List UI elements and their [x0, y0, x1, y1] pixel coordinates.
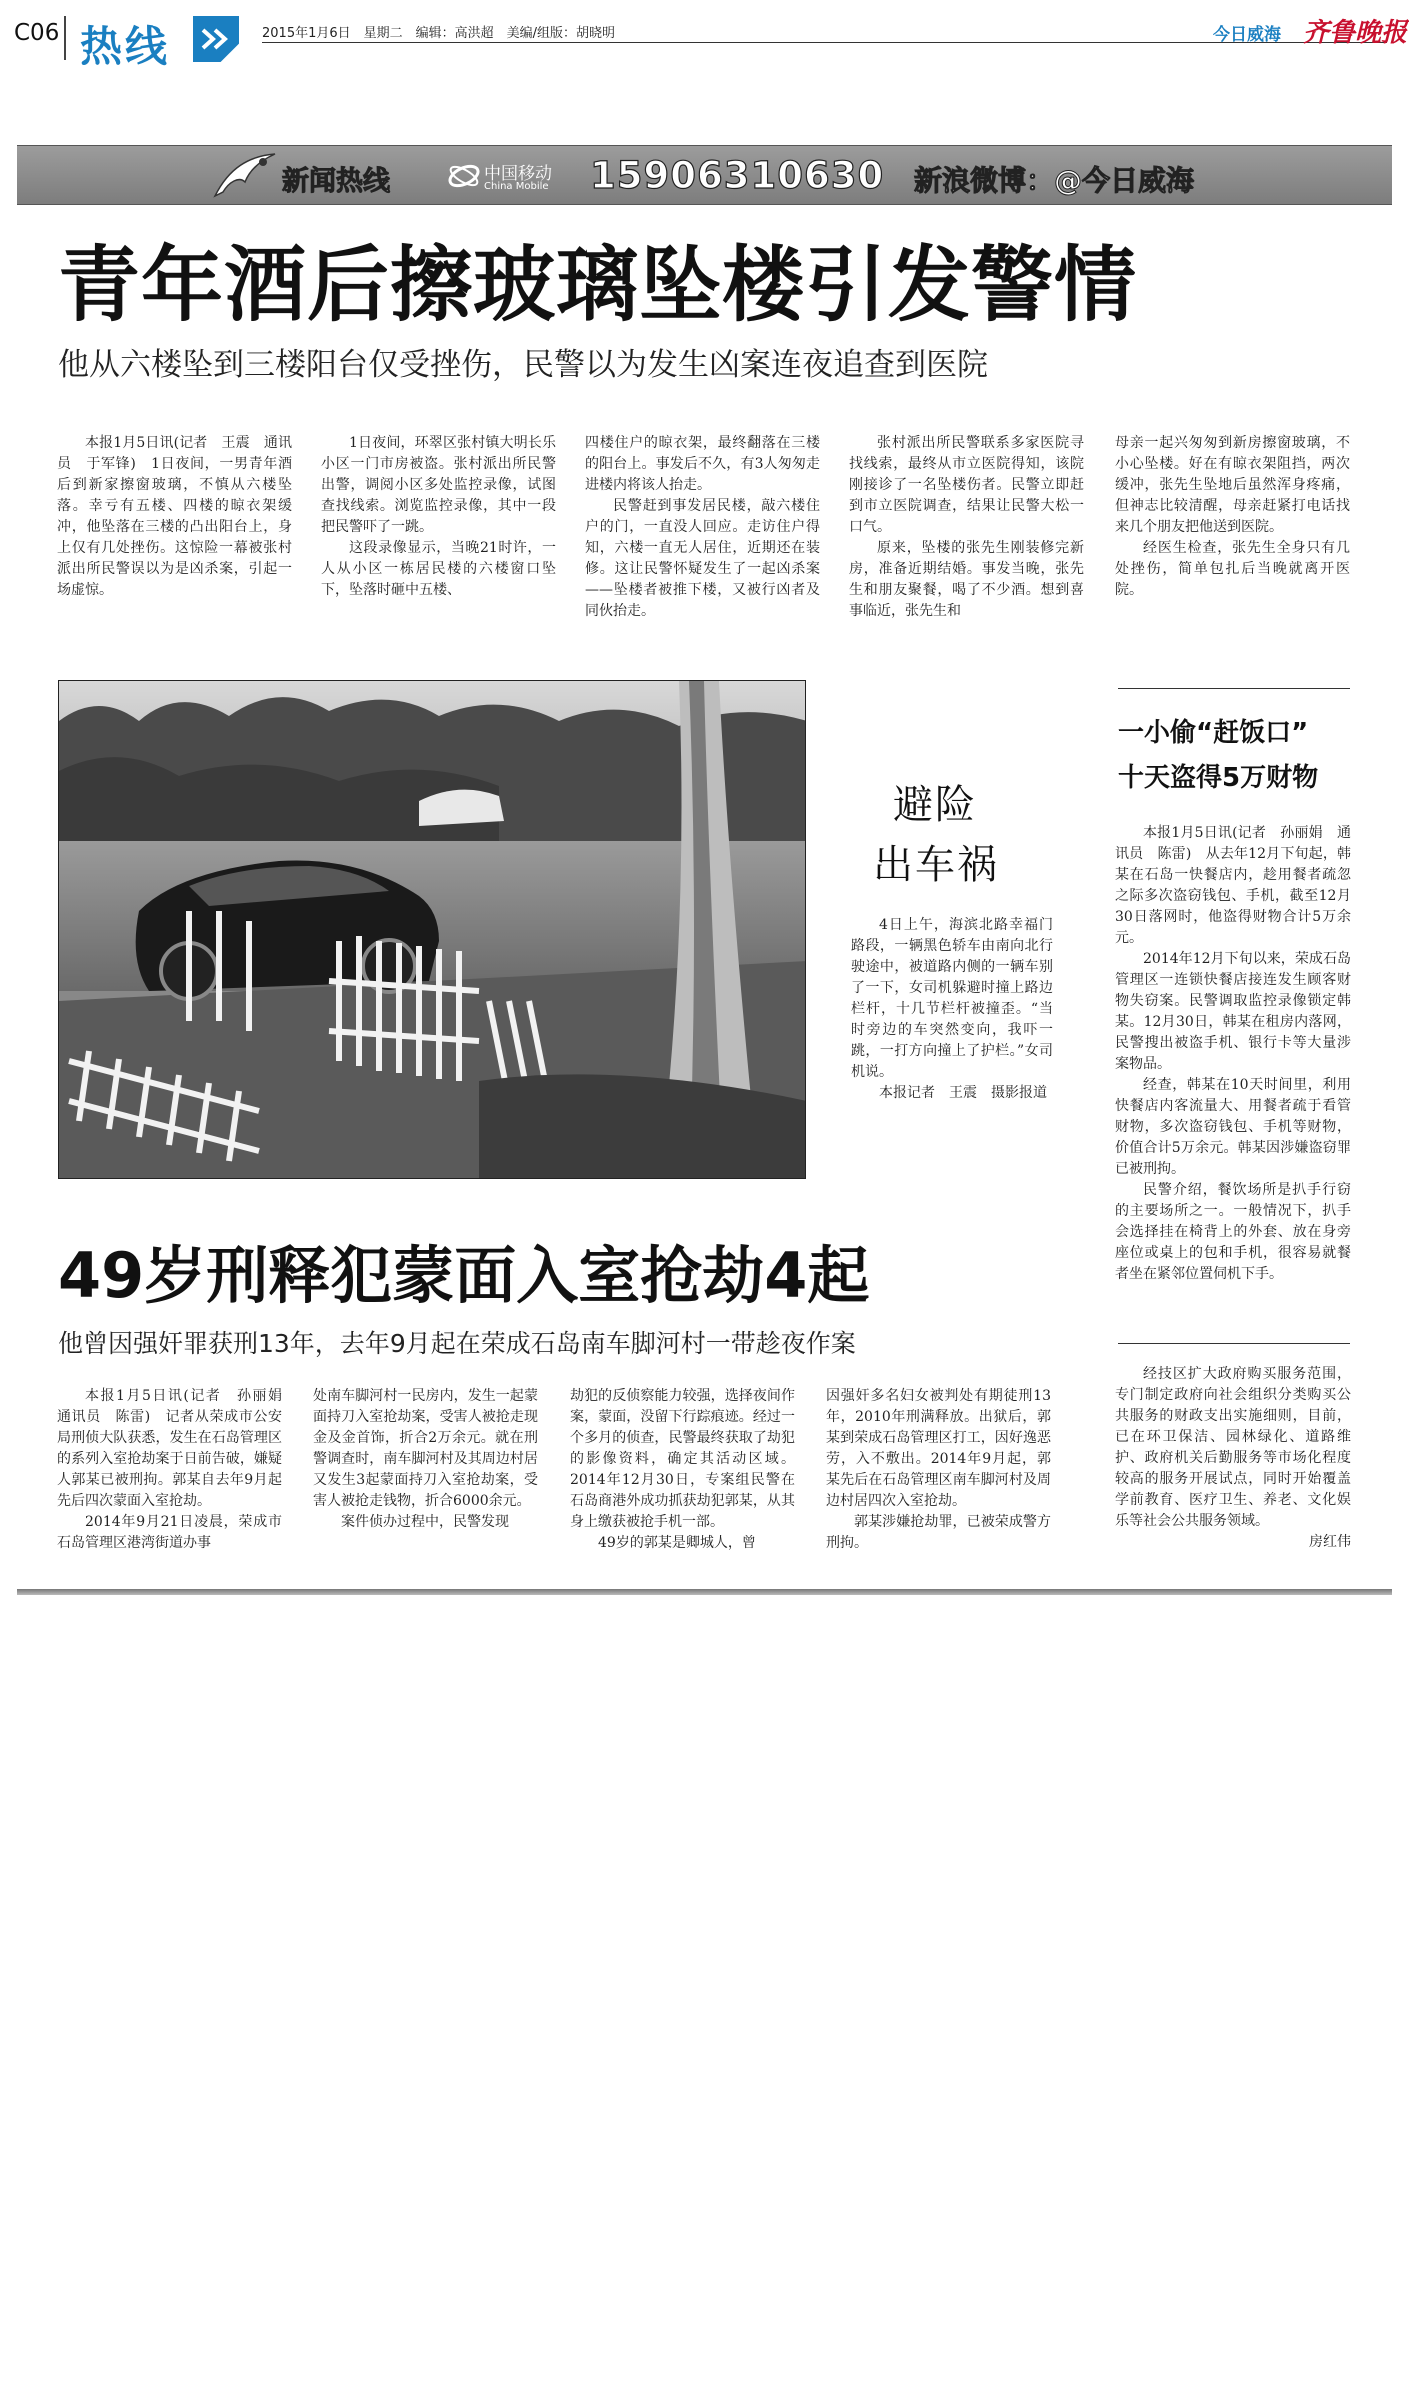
brief-author: 房红伟: [1309, 1534, 1351, 1550]
paragraph: 母亲一起兴匆匆到新房擦窗玻璃，不小心坠楼。好在有晾衣架阻挡，两次缓冲，张先生坠地后虽然浑身疼痛，但神志比较清醒，母亲赶紧打电话找来几个朋友把他送到医院。: [1115, 435, 1350, 535]
story1-col3: [585, 433, 820, 622]
photo-title-line1: 避险: [893, 782, 977, 828]
brand-jinriweihai: 今日威海: [1213, 25, 1281, 45]
page-number: C06: [14, 20, 60, 46]
hotline-phone: 15906310630: [590, 154, 885, 197]
section-title: 热线: [80, 22, 171, 71]
story2-col3: [570, 1386, 795, 1554]
paragraph: 处南车脚河村一民房内，发生一起蒙面持刀入室抢劫案，受害人被抢走现金及金首饰，折合2万余元。就在刑警调查时，南车脚河村及其周边村居又发生3起蒙面持刀入室抢劫案，受害人被抢走钱物，折合6000余元。: [313, 1388, 538, 1509]
story1-col1: [57, 433, 292, 601]
accident-photo: [58, 680, 806, 1179]
story3-top-rule: [1118, 688, 1350, 689]
paragraph: 经查，韩某在10天时间里，利用快餐店内客流量大、用餐者疏于看管财物，多次盗窃钱包、手机等财物，价值合计5万余元。韩某因涉嫌盗窃罪已被刑拘。: [1115, 1077, 1351, 1177]
paragraph: 因强奸多名妇女被判处有期徒刑13年，2010年刑满释放。出狱后，郭某到荣成石岛管理区打工，因好逸恶劳，入不敷出。2014年9月起，郭某先后在石岛管理区南车脚河村及周边村居四次入室抢劫。: [826, 1388, 1051, 1509]
paragraph: 劫犯的反侦察能力较强，选择夜间作案，蒙面，没留下行踪痕迹。经过一个多月的侦查，民警最终获取了劫犯的影像资料，确定其活动区域。2014年12月30日，专案组民警在石岛商港外成功抓获劫犯郭某，从其身上缴获被抢手机一部。: [570, 1388, 795, 1530]
headline-1: 青年酒后擦玻璃坠楼引发警情: [58, 238, 1138, 333]
brief-box: [1115, 1364, 1351, 1553]
paragraph: 四楼住户的晾衣架，最终翻落在三楼的阳台上。事发后不久，有3人匆匆走进楼内将该人抬走。: [585, 435, 820, 493]
story1-col2: [321, 433, 556, 601]
paragraph: 2014年12月下旬以来，荣成石岛管理区一连锁快餐店接连发生顾客财物失窃案。民警调取监控录像锁定韩某。12月30日，韩某在租房内落网，民警搜出被盗手机、银行卡等大量涉案物品。: [1115, 951, 1351, 1072]
paragraph: 这段录像显示，当晚21时许，一人从小区一栋居民楼的六楼窗口坠下，坠落时砸中五楼、: [321, 540, 556, 598]
double-chevron-icon: [193, 16, 239, 62]
paragraph: 民警赶到事发居民楼，敲六楼住户的门，一直没人回应。走访住户得知，六楼一直无人居住，近期还在装修。这让民警怀疑发生了一起凶杀案——坠楼者被推下楼，又被行凶者及同伙抬走。: [585, 498, 820, 619]
headline-2: 49岁刑释犯蒙面入室抢劫4起: [58, 1239, 870, 1312]
subheadline-2: 他曾因强奸罪获刑13年，去年9月起在荣成石岛南车脚河村一带趁夜作案: [58, 1329, 856, 1358]
page-bottom-rule: [17, 1589, 1392, 1595]
photo-caption: [851, 915, 1053, 1104]
photo-title-line2: 出车祸: [873, 842, 999, 888]
paragraph: 张村派出所民警联系多家医院寻找线索，最终从市立医院得知，该院刚接诊了一名坠楼伤者。民警立即赶到市立医院调查，结果让民警大松一口气。: [849, 435, 1084, 535]
weibo: 新浪微博：@今日威海: [914, 164, 1195, 197]
subheadline-1: 他从六楼坠到三楼阳台仅受挫伤，民警以为发生凶案连夜追查到医院: [58, 347, 988, 383]
story1-col4: [849, 433, 1084, 622]
paragraph: 4日上午，海滨北路幸福门路段，一辆黑色轿车由南向北行驶途中，被道路内侧的一辆车别了一下，女司机躲避时撞上路边栏杆，十几节栏杆被撞歪。“当时旁边的车突然变向，我吓一跳，一打方向撞上了护栏。”女司机说。: [851, 917, 1053, 1080]
china-mobile-icon: [447, 160, 481, 192]
header-info: 2015年1月6日 星期二 编辑：高洪超 美编/组版：胡晓明: [262, 26, 616, 41]
paragraph: 本报1月5日讯(记者 孙丽娟 通讯员 陈雷) 记者从荣成市公安局刑侦大队获悉，发生在石岛管理区的系列入室抢劫案于日前告破，嫌疑人郭某已被刑拘。郭某自去年9月起先后四次蒙面入室抢劫。: [57, 1388, 296, 1509]
paragraph: 郭某涉嫌抢劫罪，已被荣成警方刑拘。: [826, 1514, 1051, 1551]
story2-col2: [313, 1386, 538, 1533]
bird-logo-icon: [209, 148, 279, 204]
story2-col4: [826, 1386, 1051, 1554]
paragraph: 49岁的郭某是卿城人，曾: [598, 1535, 756, 1551]
hotline-label: 新闻热线: [282, 166, 390, 197]
mobile-en: China Mobile: [484, 181, 549, 192]
brand-qilu: 齐鲁晚报: [1303, 18, 1408, 48]
paragraph: 经技区扩大政府购买服务范围，专门制定政府向社会组织分类购买公共服务的财政支出实施细则，目前，已在环卫保洁、园林绿化、道路维护、政府机关后勤服务等市场化程度较高的服务开展试点，同时开始覆盖学前教育、医疗卫生、养老、文化娱乐等社会公共服务领域。: [1115, 1366, 1351, 1529]
paragraph: 民警介绍，餐饮场所是扒手行窃的主要场所之一。一般情况下，扒手会选择挂在椅背上的外套、放在身旁座位或桌上的包和手机，很容易就餐者坐在紧邻位置伺机下手。: [1115, 1182, 1351, 1282]
story3-title-line1: 一小偷“赶饭口”: [1118, 718, 1309, 748]
mobile-cn: 中国移动: [484, 164, 552, 184]
story2-col1: [57, 1386, 296, 1554]
photo-credit: 本报记者 王震 摄影报道: [879, 1085, 1047, 1101]
paragraph: 案件侦办过程中，民警发现: [341, 1514, 509, 1530]
story1-col5: [1115, 433, 1350, 601]
paragraph: 2014年9月21日凌晨，荣成市石岛管理区港湾街道办事: [57, 1514, 282, 1551]
paragraph: 本报1月5日讯(记者 孙丽娟 通讯员 陈雷) 从去年12月下旬起，韩某在石岛一快餐店内，趁用餐者疏忽之际多次盗窃钱包、手机，截至12月30日落网时，他盗得财物合计5万余元。: [1115, 825, 1351, 946]
brief-top-rule: [1118, 1343, 1350, 1344]
paragraph: 1日夜间，环翠区张村镇大明长乐小区一门市房被盗。张村派出所民警出警，调阅小区多处监控录像，试图查找线索。浏览监控录像，其中一段把民警吓了一跳。: [321, 435, 556, 535]
paragraph: 本报1月5日讯(记者 王震 通讯员 于军锋) 1日夜间，一男青年酒后到新家擦窗玻璃，不慎从六楼坠落。幸亏有五楼、四楼的晾衣架缓冲，他坠落在三楼的凸出阳台上，身上仅有几处挫伤。这惊险一幕被张村派出所民警误以为是凶杀案，引起一场虚惊。: [57, 435, 292, 598]
story3-body: [1115, 823, 1351, 1285]
story3-title-line2: 十天盗得5万财物: [1118, 763, 1319, 793]
hotline-banner: [17, 145, 1392, 205]
paragraph: 经医生检查，张先生全身只有几处挫伤，简单包扎后当晚就离开医院。: [1115, 540, 1350, 598]
header-divider: [64, 16, 66, 60]
paragraph: 原来，坠楼的张先生刚装修完新房，准备近期结婚。事发当晚，张先生和朋友聚餐，喝了不少酒。想到喜事临近，张先生和: [849, 540, 1084, 619]
